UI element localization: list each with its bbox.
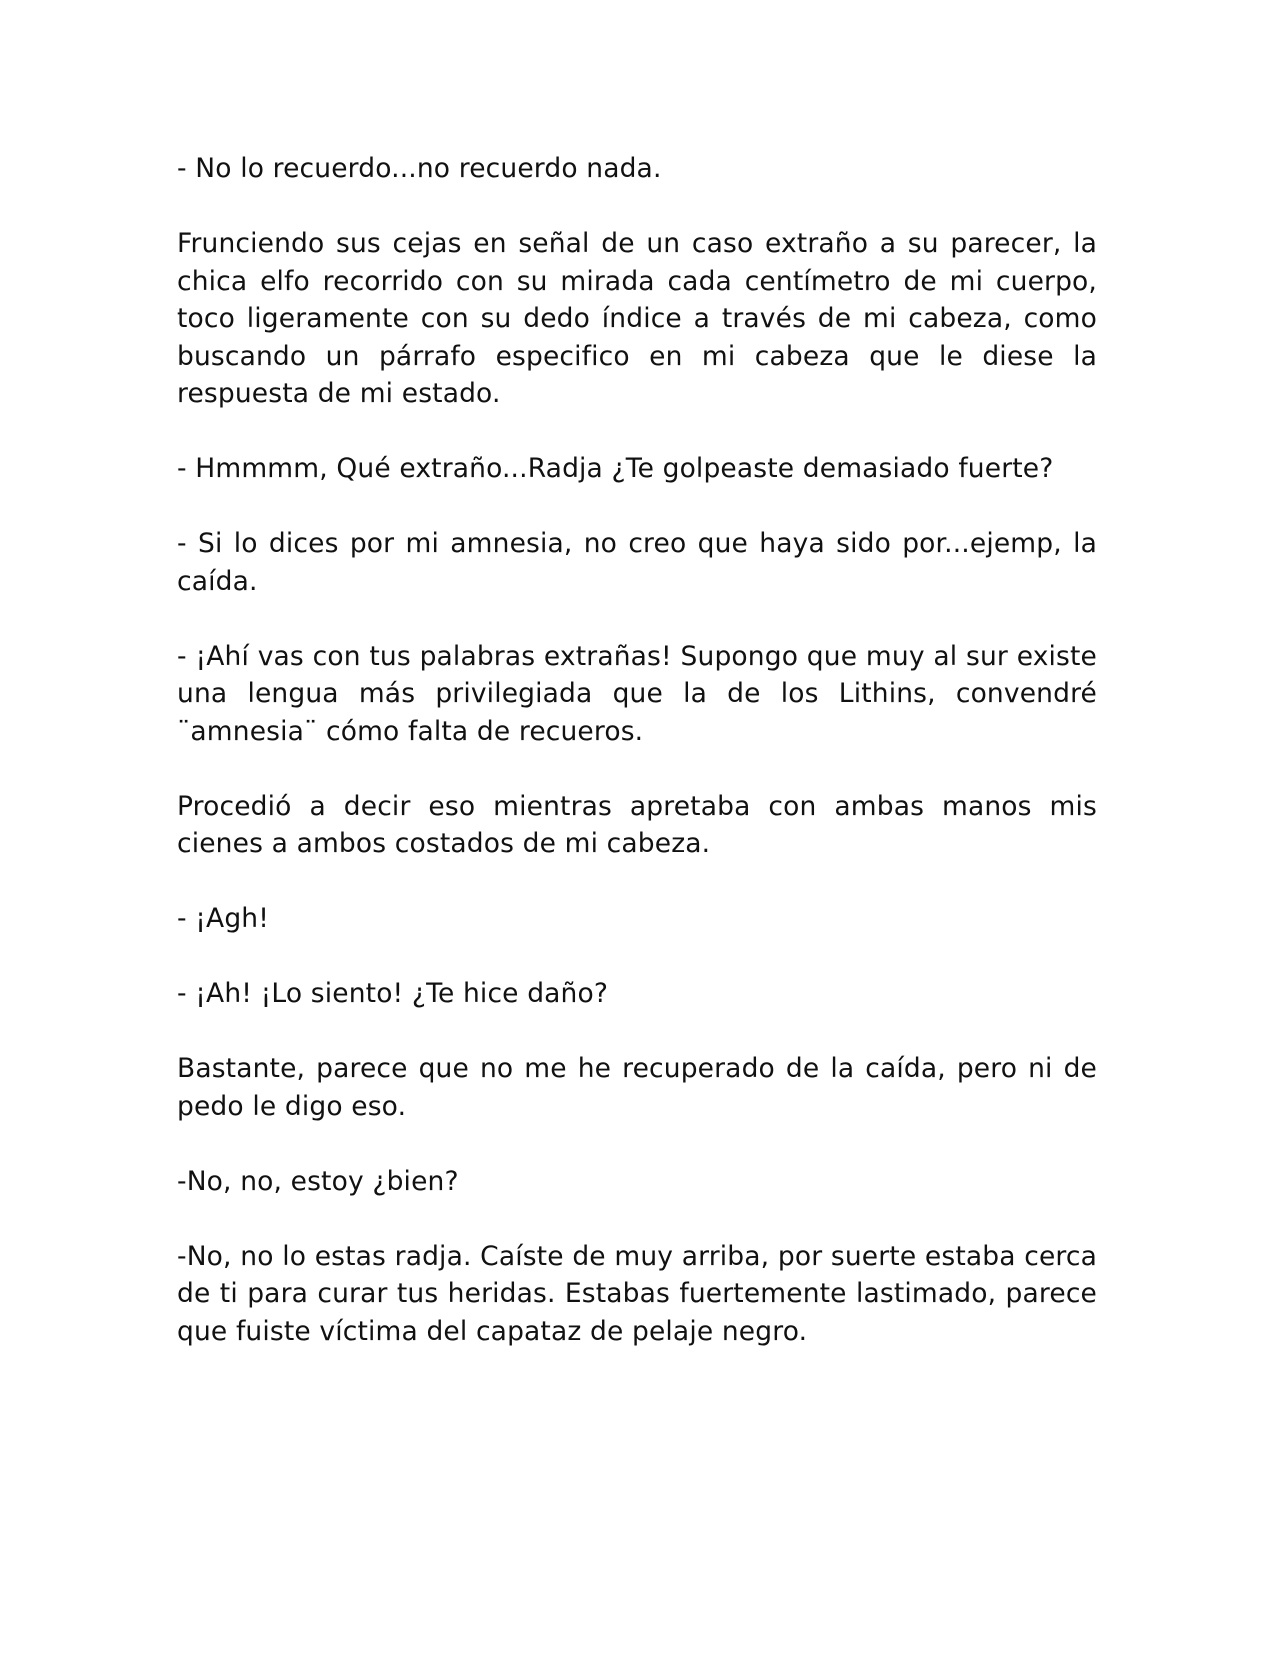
paragraph-dialogue-8: -No, no lo estas radja. Caíste de muy arriba, por suerte estaba cerca de ti para curar tus heridas. Estabas fuertemente lastimado, parece que fuiste víctima del capataz de pelaje negro. <box>177 1240 1097 1347</box>
paragraph-narration-3: Bastante, parece que no me he recuperado de la caída, pero ni de pedo le digo eso. <box>177 1053 1097 1122</box>
paragraph-dialogue-1: - No lo recuerdo...no recuerdo nada. <box>177 153 662 184</box>
paragraph-narration-1: Frunciendo sus cejas en señal de un caso extraño a su parecer, la chica elfo recorrido con su mirada cada centímetro de mi cuerpo, toco ligeramente con su dedo índice a través de mi cabeza, como buscando un párrafo especifico en mi cabeza que le diese la respuesta de mi estado. <box>177 228 1097 409</box>
document-body <box>177 150 1097 1388</box>
paragraph-dialogue-2: - Hmmmm, Qué extraño...Radja ¿Te golpeaste demasiado fuerte? <box>177 453 1054 484</box>
paragraph-dialogue-7: -No, no, estoy ¿bien? <box>177 1165 459 1197</box>
paragraph-dialogue-6: - ¡Ah! ¡Lo siento! ¿Te hice daño? <box>177 978 609 1009</box>
paragraph-dialogue-3: - Si lo dices por mi amnesia, no creo que haya sido por...ejemp, la caída. <box>177 528 1097 597</box>
paragraph-dialogue-5: - ¡Agh! <box>177 903 270 934</box>
paragraph-dialogue-4: - ¡Ahí vas con tus palabras extrañas! Supongo que muy al sur existe una lengua más privilegiada que la de los Lithins, convendré ¨amnesia¨ cómo falta de recueros. <box>177 640 1097 747</box>
paragraph-narration-2: Procedió a decir eso mientras apretaba con ambas manos mis cienes a ambos costados de mi cabeza. <box>177 790 1097 859</box>
